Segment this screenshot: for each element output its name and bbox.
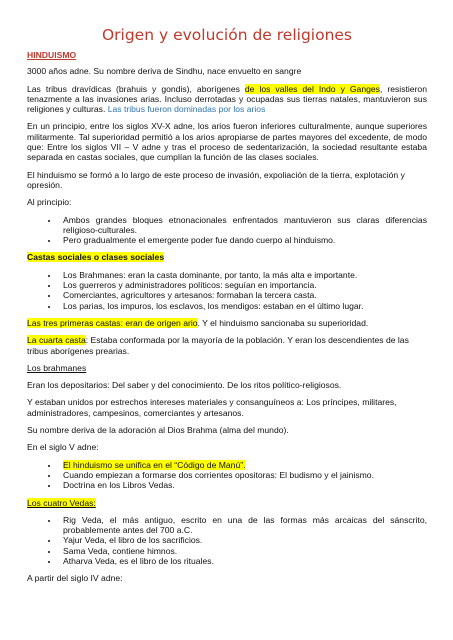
paragraph-cuarta-casta	[27, 335, 427, 356]
list-item: • Yajur Veda, el libro de los sacrificios.	[59, 535, 427, 545]
paragraph-siglo-v: En el siglo V adne:	[27, 442, 99, 453]
list-item: • Rig Veda, el más antiguo, escrito en una de las formas más arcaicas del sánscrito, probablemente antes del 700 a.C.	[59, 515, 427, 536]
section-heading-brahmanes: Los brahmanes	[27, 362, 87, 373]
list-item: • Cuando empiezan a formarse dos corrientes opositoras: El budismo y el jainismo.	[59, 470, 427, 480]
paragraph-formacion: El hinduismo se formó a lo largo de este proceso de invasión, expoliación de la tierra, explotación y opresión.	[27, 169, 405, 190]
paragraph-tribus	[27, 84, 427, 115]
paragraph-depositarios: Eran los depositarios: Del saber y del conocimiento. De los ritos político-religiosos.	[27, 380, 342, 391]
paragraph-unidos: Y estaban unidos por estrechos intereses materiales y consanguíneos a: Los príncipes, militares, administradores, campesinos, comerciantes y artesanos.	[27, 397, 397, 418]
list-item: • Doctrina en los Libros Vedas.	[59, 480, 427, 490]
highlighted-text: La cuarta casta	[27, 335, 86, 346]
text: : Estaba conformada por la mayoría de la población. Y eran los descendientes de las tribus aborígenes prearias.	[27, 335, 409, 356]
list-item: • Comerciantes, agricultores y artesanos: formaban la tercera casta.	[59, 290, 427, 300]
paragraph-al-principio: Al principio:	[27, 197, 72, 208]
list-item	[59, 460, 427, 470]
highlighted-text: Las tres primeras castas: eran de origen ario	[27, 317, 198, 328]
section-heading-vedas	[27, 498, 427, 508]
list-item: • Los parias, los impuros, los esclavos, los mendigos: estaban en el último lugar.	[59, 301, 427, 311]
blue-text: Las tribus fueron dominadas por los arios	[107, 104, 266, 115]
highlighted-text: El hinduismo se unifica en el “Código de Manú”.	[63, 459, 246, 470]
paragraph-tres-castas	[27, 318, 427, 328]
page-title: Origen y evolución de religiones	[101, 26, 353, 44]
section-heading-castas	[27, 252, 427, 262]
highlighted-heading: Los cuatro Vedas:	[27, 497, 96, 508]
bullet-list-castas	[27, 270, 427, 311]
list-item: • Los guerreros y administradores políticos: seguían en importancia.	[59, 280, 427, 290]
list-item: • Sama Veda, contiene himnos.	[59, 546, 427, 556]
paragraph-arios: En un principio, entre los siglos XV-X adne, los arios fueron inferiores culturalmente, aunque superiores militarmente. Tal superioridad permitió a los arios apropiarse de partes mayores del excedente, de modo que: Entre los siglos VII – V adne y tras el proceso de sedentarización, la sociedad resultante estaba separada en castas sociales, que cumplían la función de las clases sociales.	[27, 121, 427, 163]
bullet-list-siglo-v	[27, 460, 427, 491]
list-item: • Pero gradualmente el emergente poder fue dando cuerpo al hinduismo.	[59, 235, 427, 245]
paragraph-siglo-iv: A partir del siglo IV adne:	[27, 573, 123, 584]
text: . Y el hinduismo sancionaba su superioridad.	[197, 317, 369, 328]
list-item: • Ambos grandes bloques etnonacionales enfrentados mantuvieron sus claras diferencias religioso-culturales.	[59, 215, 427, 236]
section-heading-hinduismo: HINDUISMO	[27, 50, 77, 60]
paragraph-origin: 3000 años adne. Su nombre deriva de Sindhu, nace envuelto en sangre	[27, 66, 302, 77]
bullet-list-principio	[27, 215, 427, 246]
list-item: • Los Brahmanes: eran la casta dominante, por tanto, la más alta e importante.	[59, 270, 427, 280]
list-item: • Atharva Veda, es el libro de los rituales.	[59, 556, 427, 566]
bullet-list-vedas	[27, 515, 427, 566]
highlighted-heading: Castas sociales o clases sociales	[27, 252, 165, 263]
text: , resistieron tenazmente a las invasiones arias. Incluso derrotadas y ocupadas sus tierras natales, mantuvieron sus religiones y culturas.	[27, 83, 427, 115]
paragraph-brahma: Su nombre deriva de la adoración al Dios Brahma (alma del mundo).	[27, 425, 289, 436]
highlighted-text: de los valles del Indo y Ganges	[244, 83, 380, 94]
text: Las tribus dravídicas (brahuis y gondis), aborígenes	[27, 83, 245, 94]
